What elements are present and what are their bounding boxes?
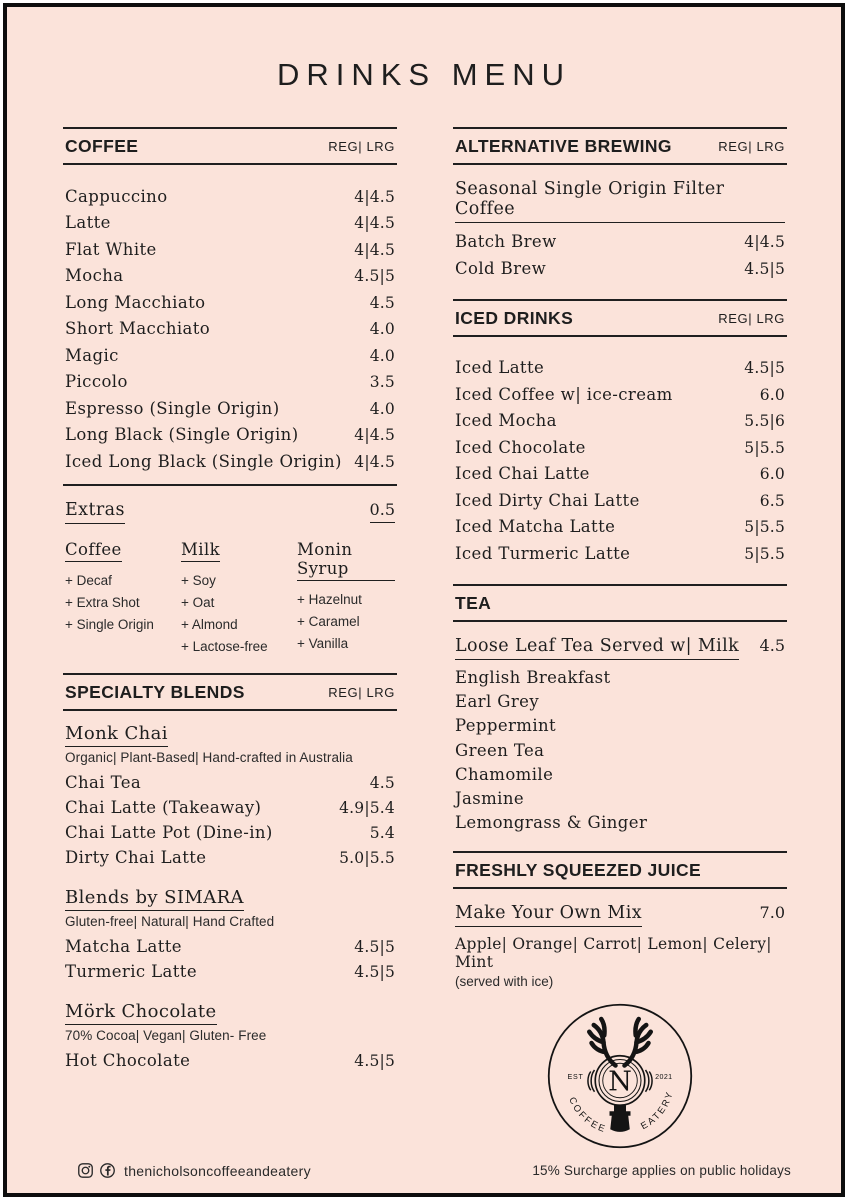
menu-item-name: Batch Brew [455,231,557,251]
menu-item-price: 5|5.5 [744,544,785,563]
menu-item-row [455,259,785,278]
menu-item-name: Iced Dirty Chai Latte [455,490,640,510]
menu-item-price: 4.5 [369,293,395,312]
menu-item-row [65,798,395,817]
menu-item-name: Hot Chocolate [65,1051,191,1071]
menu-item-price: 4.5|5 [354,1052,395,1071]
menu-item-name: Lemongrass & Ginger [455,813,648,833]
menu-item-name: Earl Grey [455,692,540,712]
subsection-title [65,887,395,911]
extras-option: + Vanilla [297,635,349,651]
menu-item-row [455,464,785,483]
feature-row [455,179,785,223]
menu-item-row [65,962,395,981]
extras-columns [65,540,395,657]
menu-item-name: English Breakfast [455,668,611,687]
menu-item-name: Flat White [65,239,157,259]
menu-item-price: 4|4.5 [744,232,785,251]
section-tea [453,584,787,839]
menu-item-name: Iced Chai Latte [455,464,590,483]
section-coffee [63,127,397,480]
menu-item-price: 4.0 [369,320,395,338]
subsection-title-text: Blends by SIMARA [65,887,244,911]
menu-item-row [65,319,395,338]
page-title: DRINKS MENU [276,57,571,92]
menu-item-row [65,187,395,206]
subsection-title-text: Monk Chai [65,723,168,747]
menu-item-name: Latte [65,213,111,232]
menu-item-price: 6.0 [759,465,785,483]
menu-item-name: Iced Latte [455,358,545,377]
size-columns-label: REG| LRG [328,139,395,154]
section-header [453,299,787,337]
cafe-logo [545,1001,695,1151]
menu-item-row [65,213,395,232]
menu-item-price: 6.5 [759,491,785,510]
menu-item-price: 5.4 [369,824,395,843]
menu-item-name: Iced Coffee w| ice-cream [455,384,673,404]
menu-item-row [455,491,785,510]
logo-year: 2021 [655,1073,673,1082]
menu-item-price: 4.5|5 [354,963,395,982]
menu-item-name: Iced Long Black (Single Origin) [65,451,342,471]
section-title: ALTERNATIVE BREWING [455,136,672,156]
feature-title: Loose Leaf Tea Served w| Milk [455,636,739,660]
feature-title: Seasonal Single Origin Filter Coffee [455,179,785,223]
extras-group-title-text: Coffee [65,540,122,562]
menu-item-price: 5.0|5.5 [339,849,395,868]
feature-row [455,903,785,927]
extras-option: + Lactose-free [181,638,268,654]
extras-option: + Single Origin [65,616,154,632]
menu-list [453,668,787,839]
extras-option: + Almond [181,616,238,632]
extras-group-title-text: Milk [181,540,220,562]
logo-eatery-text: EATERY [639,1089,676,1132]
section-title: FRESHLY SQUEEZED JUICE [455,860,702,881]
menu-item-price: 4|4.5 [354,240,395,259]
extras-option: + Oat [181,594,215,610]
menu-item-price: 4.9|5.4 [339,799,395,818]
menu-columns [7,93,841,1151]
menu-item-row [455,411,785,430]
menu-item-name: Piccolo [65,372,128,391]
menu-item-name: Iced Turmeric Latte [455,543,631,563]
menu-item-price: 5|5.5 [744,438,785,457]
menu-item-row [65,1051,395,1070]
extras-option: + Extra Shot [65,594,140,610]
footer [7,1162,841,1193]
section-title: ICED DRINKS [455,307,574,328]
menu-item-name: Jasmine [455,788,525,808]
menu-list [453,232,787,289]
antlers-icon [589,1019,651,1066]
menu-item-row [455,517,785,536]
menu-item-row [65,293,395,312]
menu-item-price: 4.5|5 [744,260,785,278]
menu-item-name: Cappuccino [65,186,168,206]
subsection-description: Gluten-free| Natural| Hand Crafted [65,914,275,930]
section-header [453,127,787,165]
size-columns-label: REG| LRG [718,139,785,154]
section-title: TEA [455,593,492,613]
menu-item-name: Dirty Chai Latte [65,848,207,868]
menu-list [63,937,397,989]
social-handle: thenicholsoncoffeeandeatery [124,1162,311,1179]
menu-item-name: Matcha Latte [65,937,182,957]
feature-row [65,500,395,524]
menu-item-price: 4.5|5 [354,267,395,285]
menu-item-price: 4.0 [369,346,395,365]
menu-item-row [455,544,785,563]
menu-list [63,165,397,480]
menu-item-name: Chai Latte (Takeaway) [65,798,262,818]
instagram-icon [77,1162,94,1179]
extras-group-title [65,540,181,562]
section-title: SPECIALTY BLENDS [65,682,245,703]
menu-item-row [455,438,785,457]
menu-item-row [65,266,395,285]
menu-item-row [65,425,395,444]
subsection-title [65,723,395,747]
menu-item-name: Short Macchiato [65,319,211,338]
description-line: Apple| Orange| Carrot| Lemon| Celery| Mint [455,935,772,972]
logo-coffee-text: COFFEE [567,1095,609,1135]
menu-item-name: Chamomile [455,764,554,784]
menu-item-name: Long Black (Single Origin) [65,425,299,444]
svg-text:EATERY [639,1089,675,1131]
section-header [63,127,397,165]
menu-list [453,337,787,573]
extras-group-title [181,540,297,562]
section-header [453,584,787,622]
section-juice [453,851,787,989]
menu-item-price: 4|4.5 [354,187,395,206]
description-line: (served with ice) [455,974,554,990]
menu-item-name: Iced Matcha Latte [455,517,616,536]
extras-option: + Hazelnut [297,592,362,607]
left-column [63,127,397,1151]
menu-item-price: 4|4.5 [354,426,395,444]
portafilter-handle-icon [610,1106,631,1133]
feature-title: Extras [65,500,125,524]
surcharge-note: 15% Surcharge applies on public holidays [532,1163,791,1178]
menu-item-row [65,240,395,259]
section-specialty-blends [63,673,397,1078]
feature-price: 7.0 [759,903,785,923]
social-row [77,1162,311,1179]
menu-item-row [65,773,395,792]
extras-group [297,540,395,657]
feature-title: Make Your Own Mix [455,903,642,927]
facebook-icon [99,1162,116,1179]
menu-item-name: Mocha [65,266,124,285]
section-header [453,851,787,889]
menu-item-price: 6.0 [759,385,785,404]
menu-item-name: Long Macchiato [65,292,206,312]
menu-item-name: Iced Mocha [455,411,557,430]
menu-item-name: Iced Chocolate [455,437,586,457]
right-column [453,127,787,1151]
menu-list [63,773,397,875]
extras-option: + Caramel [297,613,360,629]
extras-option: + Decaf [65,573,112,588]
menu-item-price: 5|5.5 [744,518,785,536]
menu-item-name: Cold Brew [455,259,547,278]
subsection-description: Organic| Plant-Based| Hand-crafted in Australia [65,750,353,766]
size-columns-label: REG| LRG [328,685,395,701]
feature-row [455,636,785,660]
menu-item-name: Espresso (Single Origin) [65,398,280,418]
subsection-title-text: Mörk Chocolate [65,1001,217,1025]
menu-page [3,3,845,1197]
section-iced-drinks [453,299,787,573]
feature-price: 4.5 [759,636,785,655]
menu-item-name: Green Tea [455,740,545,760]
subsection-title [65,1001,395,1025]
logo-est-label: EST [567,1073,584,1082]
menu-item-row [455,358,785,377]
menu-item-row [65,937,395,956]
section-extras [63,484,397,657]
section-description [455,935,785,989]
menu-item-row [455,232,785,251]
menu-item-row [65,372,395,391]
section-alternative-brewing [453,127,787,289]
section-header [63,673,397,711]
extras-group-title [297,540,395,581]
menu-item-name: Chai Latte Pot (Dine-in) [65,823,273,843]
feature-price: 0.5 [370,500,395,523]
extras-group [181,540,297,657]
menu-item-row [65,346,395,365]
menu-item-name: Magic [65,345,119,365]
menu-item-price: 4.5 [369,774,395,793]
extras-option: + Soy [181,573,216,588]
menu-item-name: Turmeric Latte [65,962,198,982]
menu-item-price: 5.5|6 [744,412,785,430]
extras-group-title-text: Monin Syrup [297,540,395,581]
menu-item-row [65,399,395,418]
size-columns-label: REG| LRG [718,310,785,326]
menu-item-price: 3.5 [369,373,395,391]
subsection-description: 70% Cocoa| Vegan| Gluten- Free [65,1028,267,1044]
menu-item-row [65,823,395,842]
menu-item-row [65,848,395,867]
menu-item-row [65,452,395,471]
extras-group [65,540,181,657]
menu-list [63,1051,397,1078]
menu-item-price: 4.0 [369,399,395,418]
section-title: COFFEE [65,136,139,156]
menu-item-name: Chai Tea [65,773,142,793]
menu-item-price: 4.5|5 [744,359,785,377]
menu-item-price: 4|4.5 [354,214,395,232]
menu-item-row [455,385,785,404]
menu-item-price: 4|4.5 [354,452,395,471]
logo-initial: N [608,1066,632,1098]
menu-item-price: 4.5|5 [354,938,395,957]
menu-item-name: Peppermint [455,716,557,736]
